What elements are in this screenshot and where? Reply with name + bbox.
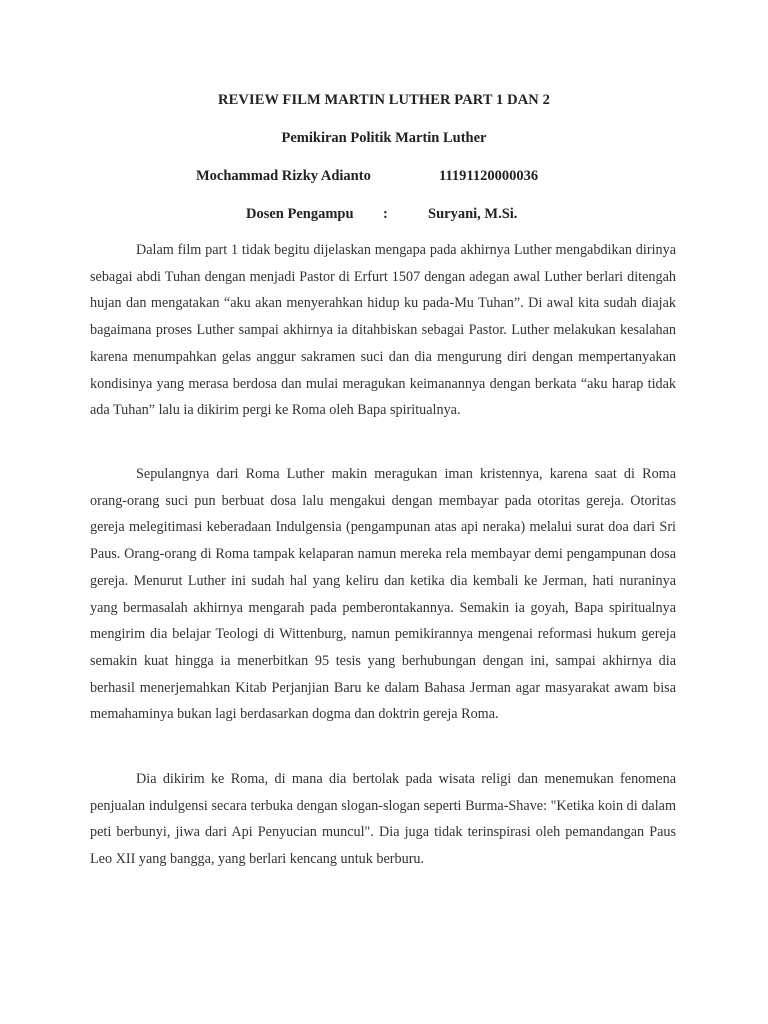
body-paragraph-2 bbox=[90, 461, 676, 728]
body-paragraph-3 bbox=[90, 766, 676, 873]
lecturer-name: Suryani, M.Si. bbox=[428, 206, 518, 222]
paragraph-text: Sepulangnya dari Roma Luther makin meragukan iman kristennya, karena saat di Roma orang-orang suci pun berbuat dosa lalu mengakui dengan membayar pada otoritas gereja. Otoritas gereja melegitimasi keberadaan Indulgensia (pengampunan atas api neraka) melalui surat doa dari Sri Paus. Orang-orang di Roma tampak kelaparan namun mereka rela membayar demi pengampunan dosa gereja. Menurut Luther ini sudah hal yang keliru dan ketika dia kembali ke Jerman, hati nuraninya yang bermasalah akhirnya mengarah pada pemberontakannya. Semakin ia goyah, Bapa spiritualnya mengirim dia belajar Teologi di Wittenburg, namun pemikirannya mengenai reformasi hukum gereja semakin kuat hingga ia menerbitkan 95 tesis yang berhubungan dengan ini, sampai akhirnya dia berhasil menerjemahkan Kitab Perjanjian Baru ke dalam Bahasa Jerman agar masyarakat awam bisa memahaminya bukan lagi berdasarkan dogma dan doktrin gereja Roma. bbox=[90, 466, 676, 723]
author-row bbox=[0, 168, 768, 188]
document-subtitle: Pemikiran Politik Martin Luther bbox=[281, 130, 487, 146]
author-id: 11191120000036 bbox=[439, 168, 539, 184]
lecturer-row bbox=[0, 206, 768, 226]
body-paragraph-1 bbox=[90, 237, 676, 424]
document-title: REVIEW FILM MARTIN LUTHER PART 1 DAN 2 bbox=[218, 92, 550, 108]
lecturer-label: Dosen Pengampu bbox=[246, 206, 354, 222]
paragraph-text: Dia dikirim ke Roma, di mana dia bertolak pada wisata religi dan menemukan fenomena penjualan indulgensi secara terbuka dengan slogan-slogan seperti Burma-Shave: "Ketika koin di dalam peti berbunyi, jiwa dari Api Penyucian muncul". Dia juga tidak terinspirasi oleh pemandangan Paus Leo XII yang bangga, yang berlari kencang untuk berburu. bbox=[90, 771, 676, 868]
author-name: Mochammad Rizky Adianto bbox=[196, 168, 371, 184]
lecturer-colon: : bbox=[383, 206, 388, 222]
paragraph-text: Dalam film part 1 tidak begitu dijelaskan mengapa pada akhirnya Luther mengabdikan dirinya sebagai abdi Tuhan dengan menjadi Pastor di Erfurt 1507 dengan adegan awal Luther berlari ditengah hujan dan mengatakan “aku akan menyerahkan hidup ku pada-Mu Tuhan”. Di awal kita sudah diajak bagaimana proses Luther sampai akhirnya ia ditahbiskan sebagai Pastor. Luther melakukan kesalahan karena menumpahkan gelas anggur sakramen suci dan dia mengurung diri dengan mempertanyakan kondisinya yang merasa berdosa dan mulai meragukan keimanannya dengan berkata “aku harap tidak ada Tuhan” lalu ia dikirim pergi ke Roma oleh Bapa spiritualnya. bbox=[90, 242, 676, 419]
